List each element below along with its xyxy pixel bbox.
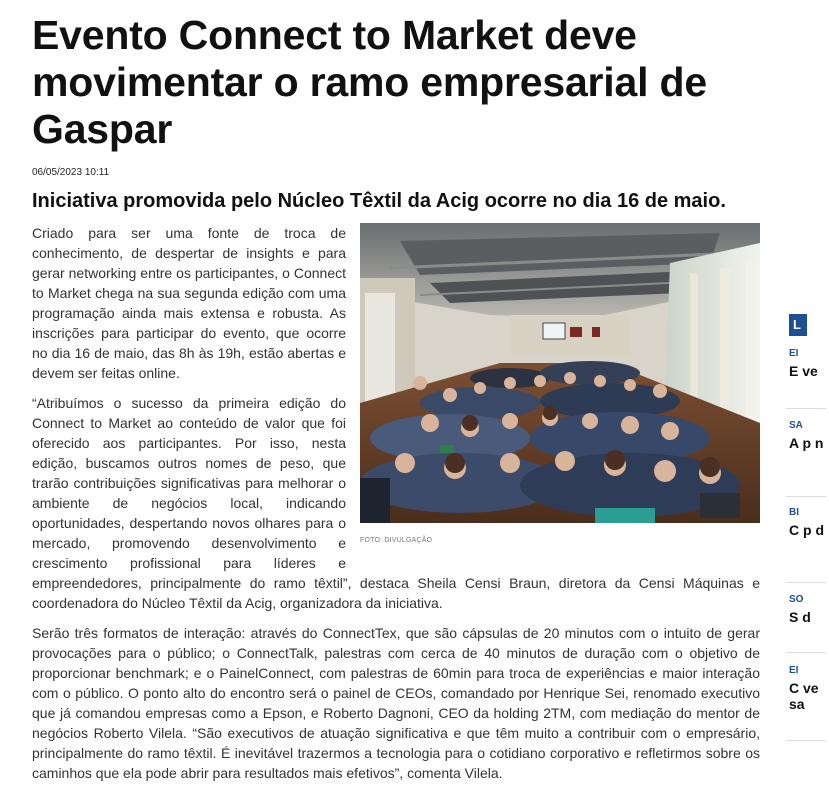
divider	[786, 582, 826, 583]
event-audience-photo[interactable]	[360, 223, 760, 523]
photo-credit: FOTO: DIVULGAÇÃO	[360, 537, 433, 544]
paragraph: Criado para ser uma fonte de troca de conhecimento, de despertar de insights e para gerar networking entre os participantes, o Connect to Market chega na sua segunda edição com uma programação ainda mais extensa e robusta. As inscrições para participar do evento, que ocorre no dia 16 de maio, das 8h às 19h, estão abertas e devem ser feitas online.	[32, 225, 346, 381]
sidebar-news-item[interactable]	[789, 420, 829, 451]
sidebar-badge: L	[789, 314, 807, 336]
news-category: SO	[789, 594, 804, 605]
paragraph: “Atribuímos o sucesso da primeira edição do Connect to Market ao conteúdo de valor que foi oferecido aos participantes. Por isso, nesta edição, buscamos outros nomes de peso, que trarão contribuições significativas para melhorar o ambiente de negócios local, indicando oportunidades, despertando novos olhares para o mercado, promovendo desenvolvimento e crescimento profissional para líderes e empreendedores, principalmente do ramo têxtil”, destaca Sheila Censi Braun, diretora da Censi Máquinas e coordenadora do Núcleo Têxtil da Acig, organizadora da iniciativa.	[32, 395, 760, 611]
sidebar-news-item[interactable]	[789, 665, 829, 712]
sidebar-news-item[interactable]	[789, 507, 829, 538]
news-category: SA	[789, 420, 803, 431]
article	[32, 12, 760, 793]
divider	[786, 408, 826, 409]
news-title[interactable]: C p d	[789, 522, 824, 538]
article-subtitle: Iniciativa promovida pelo Núcleo Têxtil da Acig ocorre no dia 16 de maio.	[32, 190, 726, 212]
sidebar-news-item[interactable]	[789, 594, 829, 625]
article-body	[32, 223, 760, 783]
news-title[interactable]: E ve	[789, 363, 818, 379]
sidebar-news-item[interactable]	[789, 348, 829, 379]
article-figure	[360, 223, 760, 551]
paragraph: Serão três formatos de interação: através do ConnectTex, que são cápsulas de 20 minutos com o intuito de gerar provocações para o público; o ConnectTalk, palestras com cerca de 40 minutos de duração com o objetivo de proporcionar benchmark; e o PainelConnect, com palestras de 60min para troca de experiências e maior interação com o público. O ponto alto do encontro será o painel de CEOs, comandado por Henrique Sei, renomado executivo que já comandou empresas como a Epson, e Roberto Dagnoni, CEO da holding 2TM, com mediação do mentor de negócios Roberto Vilela. “São executivos de atuação significativa e que têm muito a contribuir com o empresário, principalmente do ramo têxtil. É inevitável trazermos a tecnologia para o cotidiano corporativo e refletirmos sobre os caminhos que ela pode abrir para resultados mais efetivos”, comenta Vilela.	[32, 625, 760, 781]
article-title: Evento Connect to Market deve movimentar o ramo empresarial de Gaspar	[32, 12, 707, 152]
divider	[786, 740, 826, 741]
news-title[interactable]: C ve sa	[789, 680, 819, 712]
news-category: BI	[789, 507, 799, 518]
publish-date: 06/05/2023 10:11	[32, 167, 110, 178]
divider	[786, 496, 826, 497]
news-title[interactable]: S d	[789, 609, 811, 625]
news-category: EI	[789, 665, 799, 676]
news-category: EI	[789, 348, 799, 359]
news-title[interactable]: A p n	[789, 435, 824, 451]
divider	[786, 652, 826, 653]
